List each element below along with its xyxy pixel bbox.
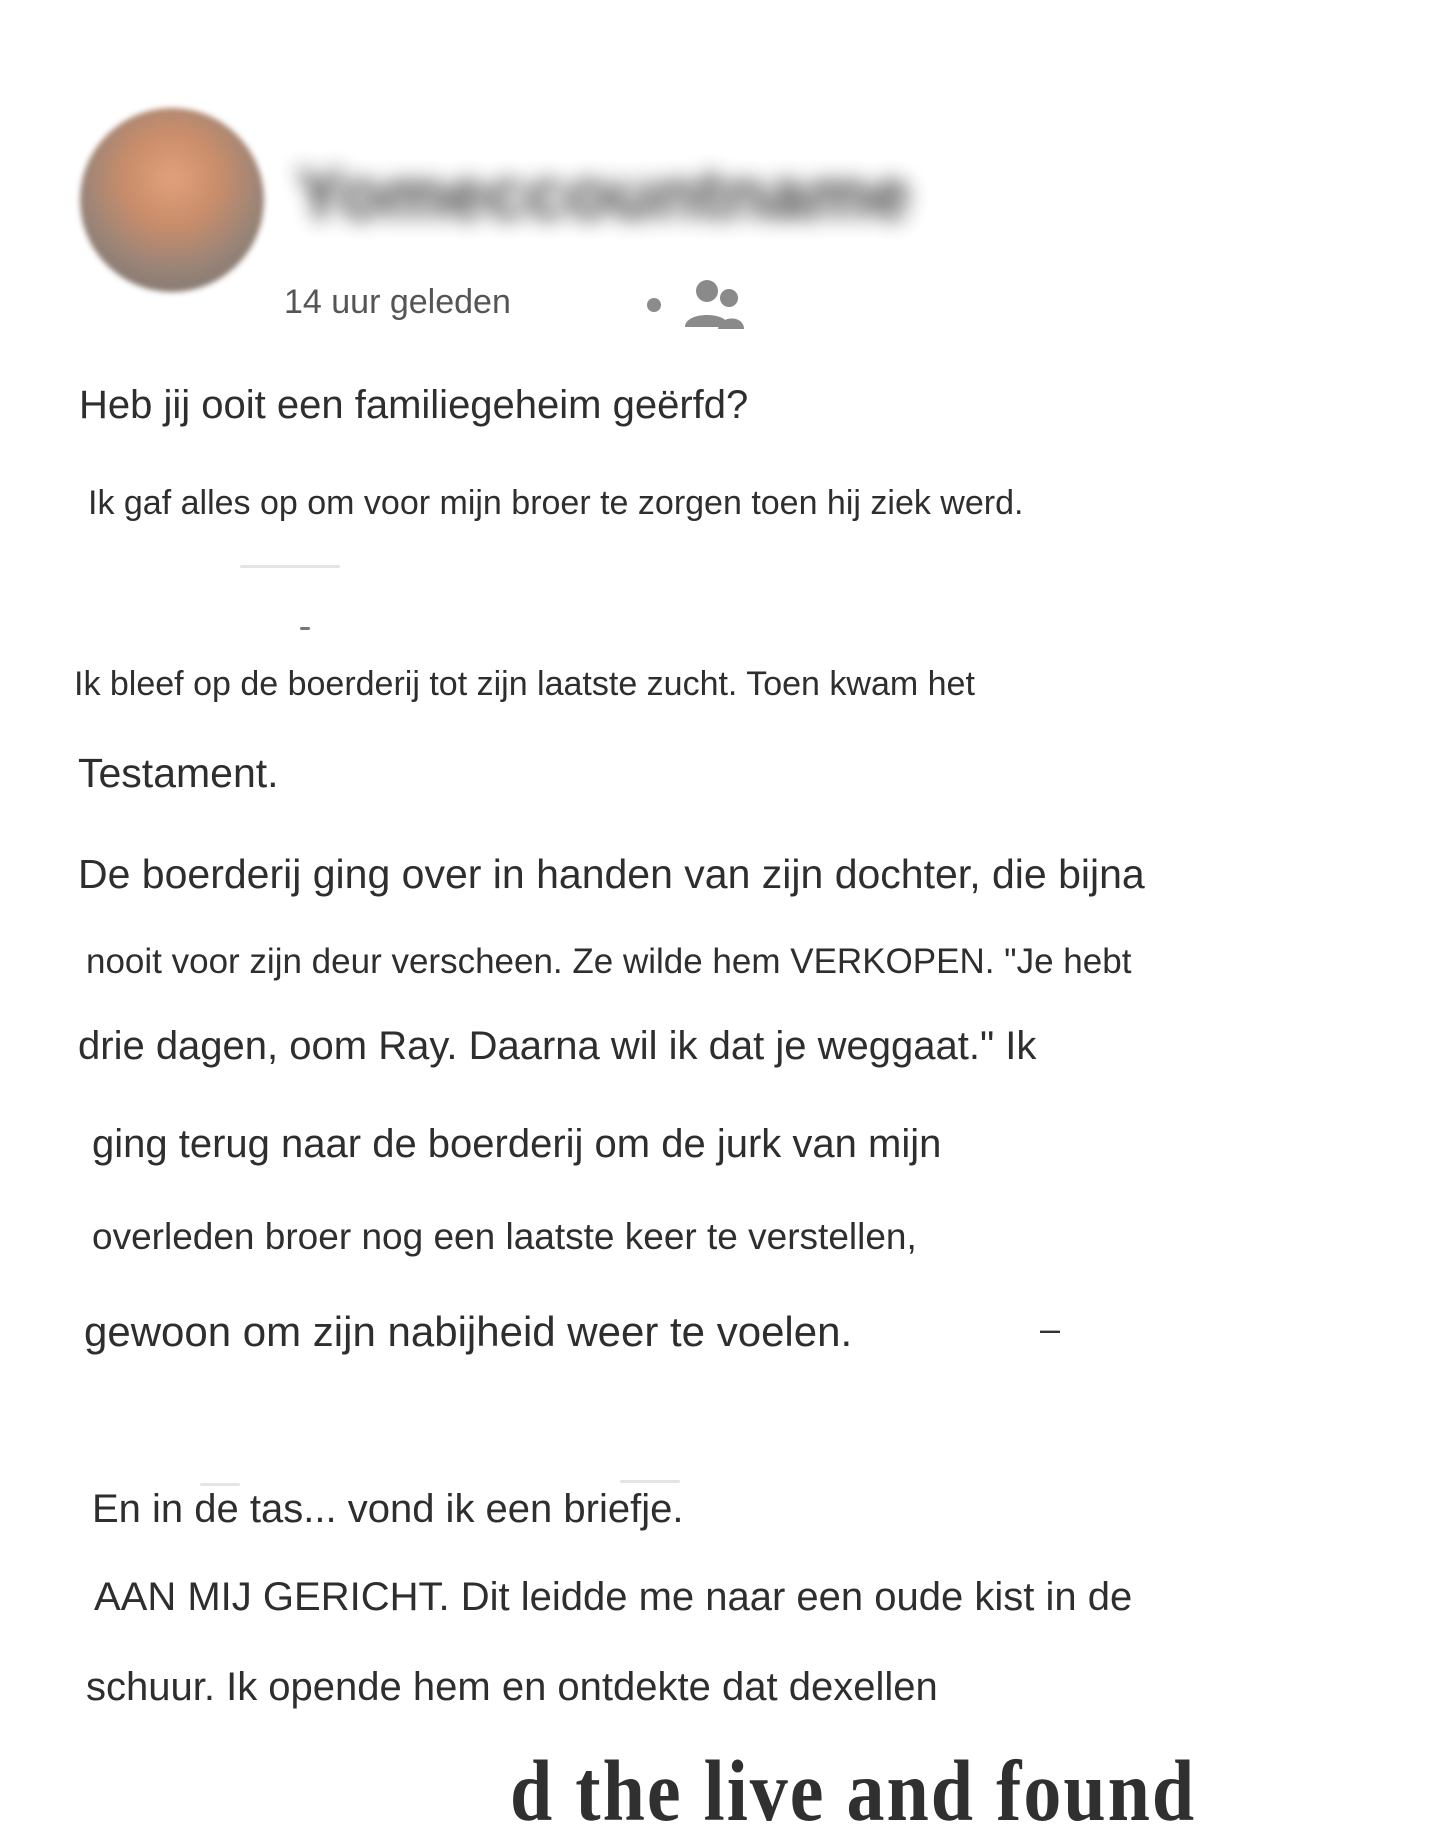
friends-icon[interactable]: [682, 277, 746, 333]
post-text-line: Ik bleef op de boerderij tot zijn laatste zucht. Toen kwam het: [74, 665, 975, 703]
post-text-line: AAN MIJ GERICHT. Dit leidde me naar een oude kist in de: [94, 1575, 1133, 1619]
post-text-line: overleden broer nog een laatste keer te verstellen,: [92, 1216, 917, 1257]
separator-dot: [647, 298, 661, 312]
artifact-mark: [240, 565, 340, 568]
post-timestamp[interactable]: 14 uur geleden: [284, 283, 511, 321]
post-text-line: ging terug naar de boerderij om de jurk van mijn: [92, 1122, 942, 1166]
artifact-mark: [300, 627, 310, 630]
post-text-line: nooit voor zijn deur verscheen. Ze wilde hem VERKOPEN. "Je hebt: [86, 942, 1132, 981]
post-text-line: drie dagen, oom Ray. Daarna wil ik dat je weggaat." Ik: [78, 1024, 1037, 1068]
post-text-line: gewoon om zijn nabijheid weer te voelen.: [84, 1308, 853, 1355]
post-text-line: Testament.: [78, 750, 279, 796]
author-avatar[interactable]: [80, 108, 264, 292]
post-text-line: Ik gaf alles op om voor mijn broer te zorgen toen hij ziek werd.: [88, 484, 1024, 522]
post-text-line: De boerderij ging over in handen van zijn dochter, die bijna: [78, 851, 1145, 897]
post-text-line: En in de tas... vond ik een briefje.: [92, 1487, 684, 1531]
artifact-mark: [200, 1483, 240, 1486]
dash-mark: –: [1040, 1308, 1061, 1349]
author-name[interactable]: Yomeccountname: [296, 155, 911, 235]
cropped-text-fragment: d the live and found: [510, 1743, 1197, 1840]
post-text-line: schuur. Ik opende hem en ontdekte dat dexellen: [86, 1665, 938, 1709]
post-title: Heb jij ooit een familiegeheim geërfd?: [79, 383, 749, 427]
artifact-mark: [620, 1480, 680, 1483]
